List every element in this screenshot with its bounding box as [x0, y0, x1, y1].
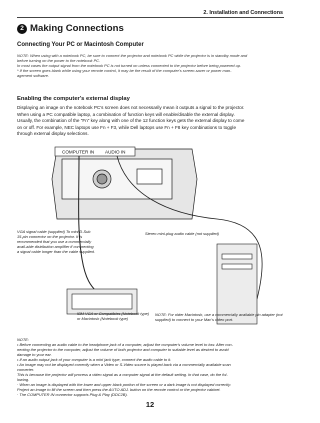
- body-line: When using a PC compatible laptop, a combination of function keys will enable/disable the external display.: [17, 111, 235, 117]
- page-number: 12: [145, 400, 155, 409]
- note-line: lowing.: [17, 377, 30, 382]
- body-line: through external display selections.: [17, 131, 89, 137]
- projector-illustration: [52, 149, 197, 219]
- header-rule: [17, 17, 284, 18]
- note-line: necting the projector to the computer, adjust the volume of both projector and computer to suitable level as desired to avoid: [17, 347, 229, 352]
- note-line: converter.: [17, 367, 35, 372]
- body-line: on or off. For example, NEC laptops use Fn + F3, while Dell laptops use Fn + F8 key combinations to toggle: [17, 124, 236, 130]
- body-line: Displaying an image on the notebook PC's screen does not necessarily mean it outputs a signal to the projector.: [17, 105, 245, 110]
- note-line: * If the screen goes blank while using your remote control, it may be the result of the computer's screen-saver or power man-: [17, 68, 232, 74]
- section-header: 2. Installation and Connections: [203, 10, 283, 16]
- note-line: • If an audio output jack of your computer is a mini jack type, connect the audio cable to it.: [17, 357, 172, 362]
- subheading-connecting: Connecting Your PC or Macintosh Computer: [17, 42, 144, 48]
- page-title: [17, 23, 124, 34]
- note-line: · When an image is displayed with the lower and upper black portion of the screen or a dark image is not displayed correctly:: [17, 382, 232, 387]
- note-line: · The COMPUTER IN connector supports Plug & Play (DDC2B).: [17, 392, 128, 397]
- note-line: damage to your ear.: [17, 352, 52, 357]
- subheading-external-display: Enabling the computer's external display: [17, 96, 130, 102]
- note-line: NOTE:: [17, 337, 29, 342]
- audio-in-label: AUDIO IN: [105, 149, 126, 155]
- macintosh-note: NOTE: For older Macintosh, use a commercially available pin adapter (not supplied) to connect to your Mac's video port.: [155, 312, 283, 322]
- stereo-cable-note: Stereo mini-plug audio cable (not supplied): [145, 231, 219, 236]
- note-line: Project an image to fill the screen and then press the AUTO ADJ. button on the remote control or the projector cabinet.: [17, 387, 221, 392]
- body-paragraph: [17, 105, 284, 138]
- ibm-compatible-note: IBM VGA or Compatibles (Notebook type) or Macintosh (Notebook type): [77, 311, 150, 321]
- note-line: • An image may not be displayed correctly when a Video or S-Video source is played back via a commercially available scan: [17, 362, 231, 367]
- note-line: before turning on the power to the notebook PC.: [17, 58, 101, 64]
- port-panel: [55, 147, 135, 156]
- section-number-badge: 2: [17, 24, 27, 34]
- note-line: NOTE: When using with a notebook PC, be sure to connect the projector and notebook PC while the projector is in standby mode and: [17, 53, 248, 58]
- note-line: This is because the projector will process a video signal as a computer signal at the default setting. In that case, do the fol-: [17, 372, 228, 377]
- note-line: • Before connecting an audio cable to the headphone jack of a computer, adjust the computer's volume level to low. After con-: [17, 342, 233, 347]
- body-line: Usually, the combination of the "Fn" key along with one of the 12 function keys gets the external display to come: [17, 118, 245, 124]
- note-line: In most cases the output signal from the notebook PC is not turned on unless connected to the projector before being powered up.: [17, 63, 242, 69]
- notes-audio-video: [17, 337, 284, 397]
- computer-in-label: COMPUTER IN: [62, 149, 95, 155]
- note-line: agement software.: [17, 73, 50, 79]
- title-text: Making Connections: [30, 23, 124, 34]
- note-notebook: [17, 53, 284, 78]
- vga-cable-note: VGA signal cable (supplied) To mini D-Sub 15-pin connector on the projector. It is recommended that you use a commercially avail-able distribution amplifier if con-necting a signal cable longer than the cable supplied.: [17, 229, 95, 254]
